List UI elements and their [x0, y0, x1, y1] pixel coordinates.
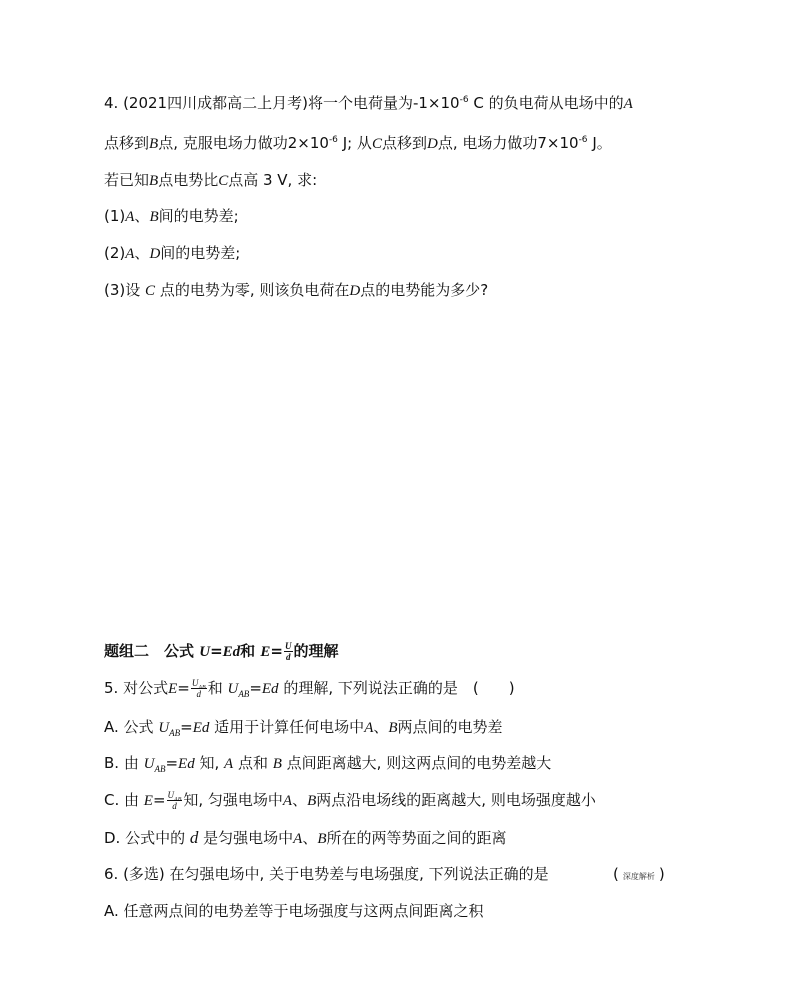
fraction-denominator: d — [286, 652, 291, 662]
formula-var: U — [143, 756, 155, 772]
q6-text: 6. (多选) 在匀强电场中, 关于电势差与电场强度, 下列说法正确的是 — [104, 865, 549, 883]
point-label: A — [623, 96, 633, 112]
q4-text: 点高 3 V, 求: — [228, 171, 318, 189]
q4-text: 点移到 — [104, 134, 150, 152]
option-text: 所在的两等势面之间的距离 — [326, 829, 507, 847]
option-text: 两点间的电势差 — [397, 718, 503, 736]
fraction-numerator: U — [285, 641, 292, 651]
q4-text: 间的电势差; — [158, 207, 239, 225]
formula-var: Ed — [222, 644, 241, 660]
point-label: D — [349, 283, 361, 299]
q6-answer-paren — [613, 864, 665, 887]
formula-op: = — [180, 718, 193, 736]
point-label: B — [388, 720, 398, 736]
subscript: AB — [154, 764, 166, 774]
q4-line-3 — [104, 170, 317, 191]
fraction-denominator: d — [172, 801, 177, 811]
option-text: 点间距离越大, 则这两点间的电势差越大 — [281, 754, 552, 772]
subscript: AB — [238, 689, 250, 699]
q4-text: 点电势比 — [158, 171, 219, 189]
point-label: D — [149, 246, 161, 262]
formula-var: Ed — [261, 681, 279, 697]
formula-var: U — [158, 720, 170, 736]
formula-op: = — [249, 679, 262, 697]
point-label: C — [145, 283, 156, 299]
formula-var: E — [260, 644, 271, 660]
q4-text: ×10 — [427, 94, 460, 112]
option-text: 知, 匀强电场中 — [183, 791, 283, 809]
q4-text: 、 — [134, 207, 150, 225]
fraction-denominator: d — [196, 689, 202, 699]
point-label: B — [272, 756, 282, 772]
formula-var: E — [168, 681, 178, 697]
formula-var: U — [167, 790, 175, 800]
q5-option-b — [104, 753, 551, 774]
q4-subquestion-3 — [104, 280, 488, 301]
q4-text: 点的电势能为多少? — [360, 281, 489, 299]
point-label: A — [125, 246, 135, 262]
q4-text: 点的电势为零, 则该负电荷在 — [155, 281, 350, 299]
point-label: B — [149, 136, 159, 152]
q4-subquestion-2 — [104, 243, 240, 264]
q5-text: 和 — [207, 679, 228, 697]
heading-text: 和 — [240, 642, 261, 660]
formula-var: Ed — [192, 720, 210, 736]
q4-text: 、 — [134, 244, 150, 262]
subscript: AB — [198, 684, 206, 691]
formula-var: Ed — [178, 756, 195, 772]
q5-text: 的理解, 下列说法正确的是 ( ) — [278, 679, 515, 697]
fraction-numerator — [167, 790, 183, 801]
q5-text: 5. 对公式 — [104, 679, 169, 697]
q4-line-2 — [104, 133, 612, 154]
option-text: 、 — [292, 791, 308, 809]
q5-option-a — [104, 717, 503, 738]
q4-text: (3)设 — [104, 281, 146, 299]
q4-text: 点移到 — [381, 134, 427, 152]
formula-var: d — [189, 828, 199, 847]
q4-text: 若已知 — [104, 171, 150, 189]
q4-line-1 — [104, 93, 633, 114]
point-label: B — [317, 831, 327, 847]
q4-text: C 的负电荷从电场中的 — [468, 94, 624, 112]
q6-stem — [104, 864, 549, 884]
point-label: B — [149, 173, 159, 189]
fraction — [191, 678, 207, 699]
option-text: 知, — [194, 754, 225, 772]
option-text: C. 由 — [104, 791, 144, 809]
q5-option-d — [104, 828, 507, 849]
subscript: AB — [174, 796, 182, 803]
q4-subquestion-1 — [104, 206, 239, 227]
fraction — [167, 790, 183, 811]
exponent: -6 — [459, 95, 469, 105]
analysis-tag: 深度解析 — [622, 872, 655, 881]
formula-var: U — [191, 678, 199, 688]
heading-text: 题组二 公式 — [104, 642, 200, 660]
formula-var: U — [227, 681, 239, 697]
point-label: B — [149, 209, 159, 225]
heading-text: 的理解 — [293, 642, 339, 660]
point-label: B — [307, 793, 317, 809]
option-text: 两点沿电场线的距离越大, 则电场强度越小 — [316, 791, 596, 809]
formula-op: = — [152, 791, 166, 809]
q4-text: ×10 — [546, 134, 579, 152]
q4-text: ×10 — [297, 134, 329, 152]
q4-text: 点, 克服电场力做功2 — [158, 134, 298, 152]
formula-op: = — [165, 754, 179, 772]
formula-var: E — [143, 793, 153, 809]
option-text: 、 — [373, 718, 389, 736]
point-label: A — [364, 720, 374, 736]
group-heading — [104, 641, 339, 662]
option-text: A. 公式 — [104, 718, 159, 736]
formula-var: U — [199, 644, 211, 660]
q4-text: J。 — [587, 134, 612, 152]
option-text: A. 任意两点间的电势差等于电场强度与这两点间距离之积 — [104, 902, 484, 920]
option-text: D. 公式中的 — [104, 829, 190, 847]
point-label: A — [125, 209, 135, 225]
exponent: -6 — [578, 135, 588, 145]
q6-option-a — [104, 901, 484, 921]
formula-op: = — [270, 642, 283, 660]
formula-op: = — [210, 642, 223, 660]
q4-text: 4. (2021四川成都高二上月考)将一个电荷量为-1 — [104, 94, 428, 112]
point-label: C — [371, 136, 382, 152]
q4-text: (1) — [104, 207, 126, 225]
paren-open: ( — [613, 865, 619, 883]
q4-text: 间的电势差; — [160, 244, 241, 262]
option-text: B. 由 — [104, 754, 144, 772]
point-label: C — [218, 173, 229, 189]
paren-close: ) — [658, 865, 665, 883]
q5-stem — [104, 678, 515, 699]
subscript: AB — [169, 728, 181, 738]
exponent: -6 — [328, 135, 338, 145]
point-label: D — [426, 136, 438, 152]
formula-op: = — [177, 679, 190, 697]
fraction — [284, 641, 293, 662]
q4-text: 点, 电场力做功7 — [437, 134, 547, 152]
point-label: A — [224, 756, 234, 772]
option-text: 点和 — [233, 754, 273, 772]
option-text: 适用于计算任何电场中 — [209, 718, 365, 736]
fraction-numerator — [191, 678, 207, 689]
q5-option-c — [104, 790, 596, 811]
q4-text: (2) — [104, 244, 126, 262]
point-label: A — [282, 793, 293, 809]
q4-text: J; 从 — [337, 134, 372, 152]
option-text: 是匀强电场中 — [198, 829, 294, 847]
point-label: A — [293, 831, 303, 847]
option-text: 、 — [302, 829, 318, 847]
